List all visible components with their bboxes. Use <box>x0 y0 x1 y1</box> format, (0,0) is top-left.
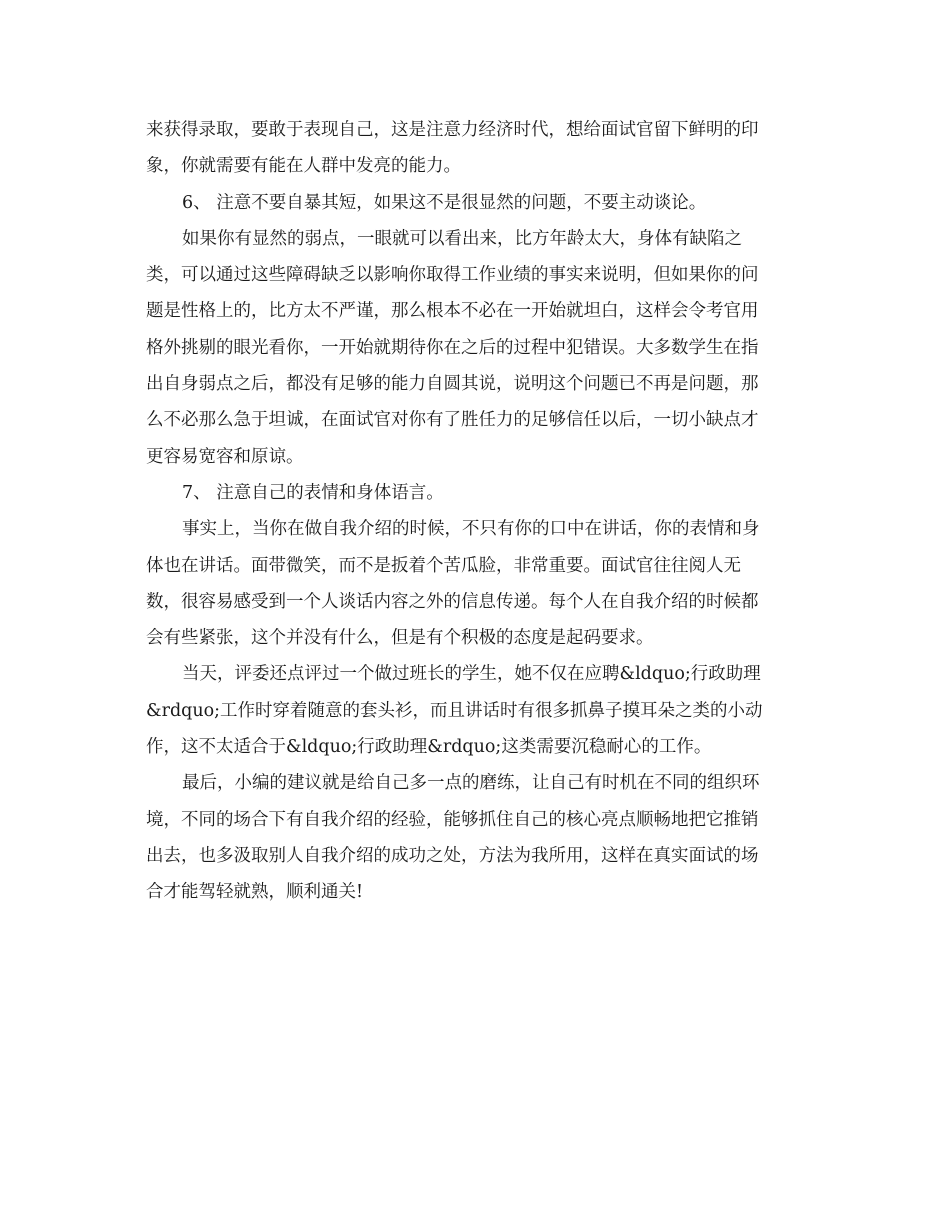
text-line: 类，可以通过这些障碍缺乏以影响你取得工作业绩的事实来说明，但如果你的问 <box>146 265 759 286</box>
text-line: 数，很容易感受到一个人谈话内容之外的信息传递。每个人在自我介绍的时候都 <box>146 591 759 612</box>
text-line: 作，这不太适合于&ldquo;行政助理&rdquo;这类需要沉稳耐心的工作。 <box>146 737 712 758</box>
text-line: 如果你有显然的弱点，一眼就可以看出来，比方年龄太大，身体有缺陷之 <box>182 228 742 249</box>
text-line: 题是性格上的，比方太不严谨，那么根本不必在一开始就坦白，这样会令考官用 <box>146 301 759 322</box>
text-line: 么不必那么急于坦诚，在面试官对你有了胜任力的足够信任以后，一切小缺点才 <box>146 410 759 431</box>
text-line: 当天，评委还点评过一个做过班长的学生，她不仅在应聘&ldquo;行政助理 <box>182 664 761 685</box>
text-line: 象，你就需要有能在人群中发亮的能力。 <box>146 156 461 177</box>
document-body <box>146 112 801 911</box>
text-line: 出去，也多汲取别人自我介绍的成功之处，方法为我所用，这样在真实面试的场 <box>146 845 759 866</box>
text-line: 合才能驾轻就熟，顺利通关! <box>146 882 364 903</box>
text-line: 事实上，当你在做自我介绍的时候，不只有你的口中在讲话，你的表情和身 <box>182 519 760 540</box>
text-line: &rdquo;工作时穿着随意的套头衫，而且讲话时有很多抓鼻子摸耳朵之类的小动 <box>146 700 763 721</box>
section-heading: 6、 注意不要自暴其短，如果这不是很显然的问题，不要主动谈论。 <box>182 192 707 213</box>
text-line: 来获得录取，要敢于表现自己，这是注意力经济时代，想给面试官留下鲜明的印 <box>146 120 759 140</box>
text-line: 出自身弱点之后，都没有足够的能力自圆其说，说明这个问题已不再是问题，那 <box>146 374 759 395</box>
text-line: 会有些紧张，这个并没有什么，但是有个积极的态度是起码要求。 <box>146 628 654 649</box>
text-line: 最后，小编的建议就是给自己多一点的磨练，让自己有时机在不同的组织环 <box>182 773 760 794</box>
section-heading: 7、 注意自己的表情和身体语言。 <box>182 482 444 503</box>
text-line: 境，不同的场合下有自我介绍的经验，能够抓住自己的核心亮点顺畅地把它推销 <box>146 809 759 830</box>
text-line: 体也在讲话。面带微笑，而不是扳着个苦瓜脸，非常重要。面试官往往阅人无 <box>146 555 741 576</box>
text-line: 更容易宽容和原谅。 <box>146 446 304 467</box>
text-line: 格外挑剔的眼光看你，一开始就期待你在之后的过程中犯错误。大多数学生在指 <box>146 337 759 358</box>
